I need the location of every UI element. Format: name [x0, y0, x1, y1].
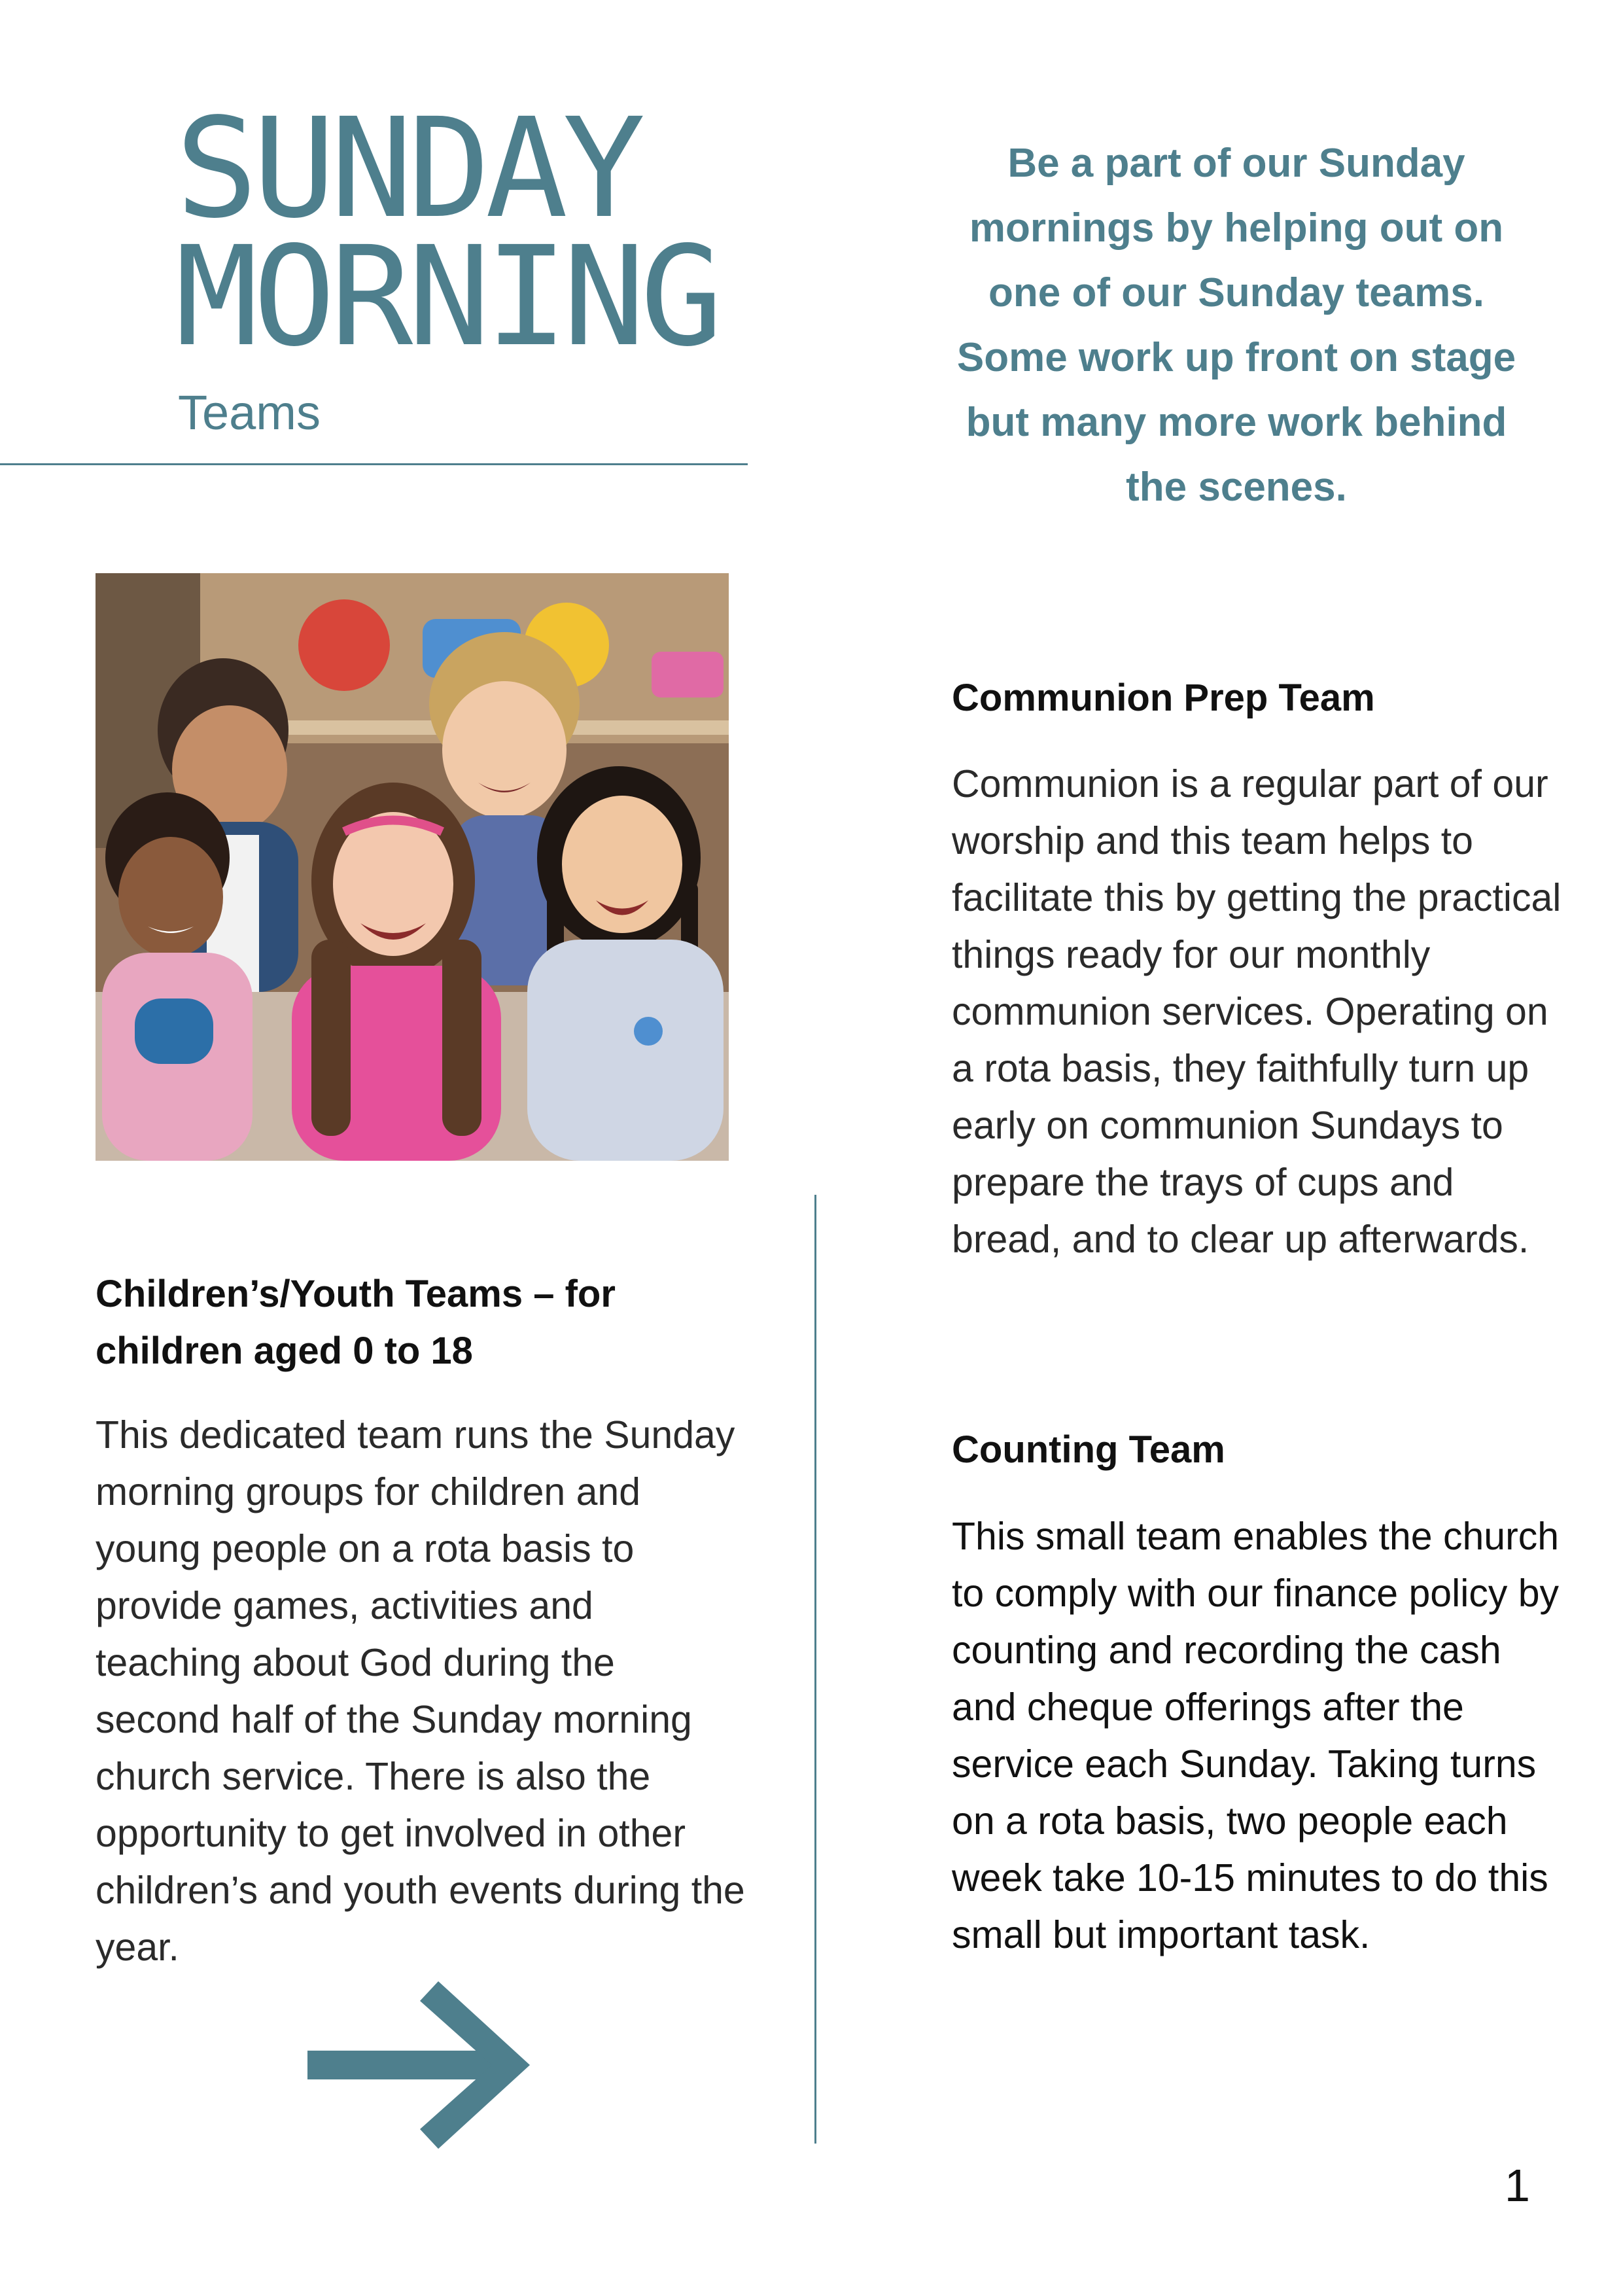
page-subtitle: Teams: [178, 385, 321, 440]
column-divider: [814, 1195, 816, 2144]
intro-text: Be a part of our Sunday mornings by helping out on one of our Sunday teams. Some work up front on stage but many more work behind the scenes.: [956, 141, 1516, 510]
counting-team-heading: Counting Team: [952, 1428, 1225, 1471]
counting-team-description: This small team enables the church to comply with our finance policy by counting and recording the cash and cheque offerings after the service each Sunday. Taking turns on a rota basis, two people each week take 10-15 minutes to do this small but important task.: [952, 1515, 1560, 1956]
page-title: [175, 88, 718, 377]
children-team-heading: Children’s/Youth Teams – for children aged 0 to 18: [96, 1273, 616, 1372]
title-underline-divider: [0, 463, 748, 465]
children-laughing-photo: [96, 573, 729, 1161]
communion-team-description: Communion is a regular part of our worship and this team helps to facilitate this by getting the practical things ready for our monthly communion services. Operating on a rota basis, they faithfully turn up early on communion Sundays to prepare the trays of cups and bread, and to clear up afterwards.: [952, 762, 1562, 1261]
page-number: 1: [1505, 2160, 1530, 2211]
arrow-right-icon: [307, 1981, 530, 2149]
title-line-2: MORNING: [175, 217, 718, 377]
communion-team-heading: Communion Prep Team: [952, 677, 1375, 719]
children-team-description: This dedicated team runs the Sunday morning groups for children and young people on a rota basis to provide games, activities and teaching about God during the second half of the Sunday morning church service. There is also the opportunity to get involved in other children’s and youth events during the year.: [96, 1413, 745, 1969]
title-line-1: SUNDAY: [175, 88, 640, 249]
